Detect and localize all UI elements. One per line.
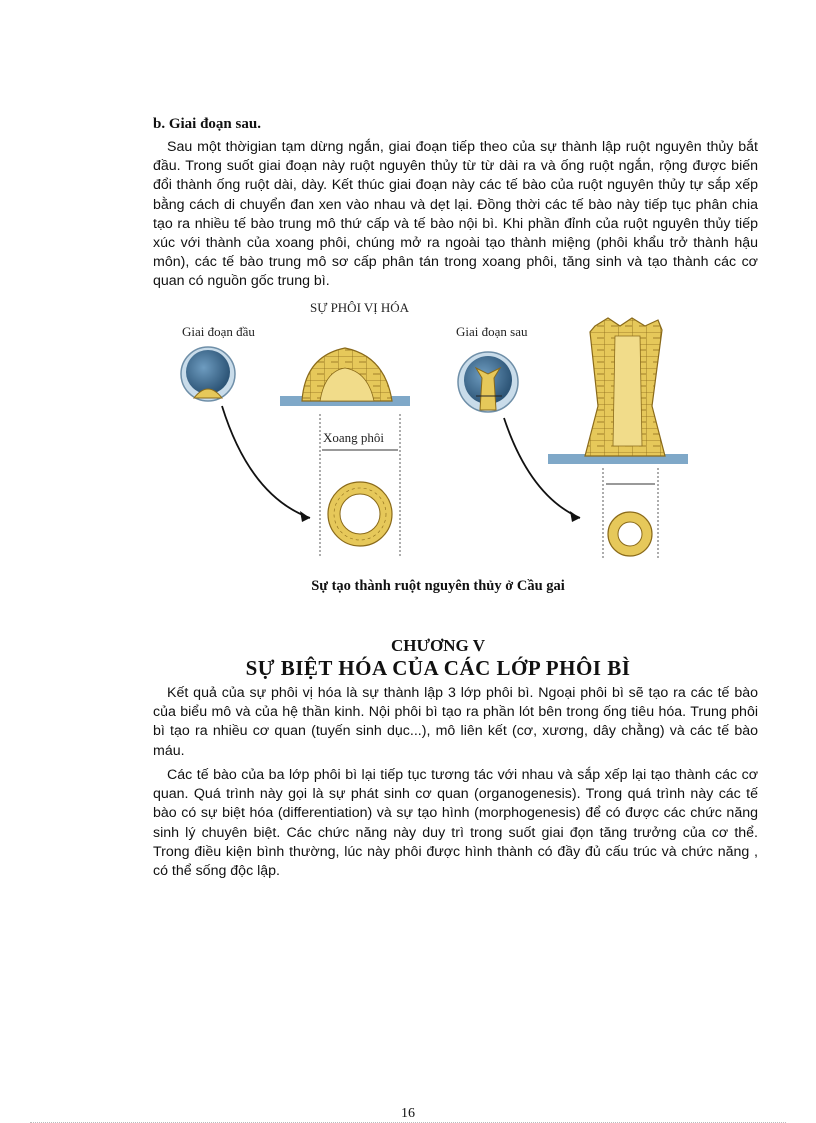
figure-caption: Sự tạo thành ruột nguyên thủy ở Cầu gai <box>311 578 565 594</box>
early-embryo-illustration <box>181 347 235 401</box>
archenteron-illustration <box>548 318 688 464</box>
section-heading: b. Giai đoạn sau. <box>153 116 261 132</box>
small-cell-ring-illustration <box>608 512 652 556</box>
label-cavity: Xoang phôi <box>323 430 385 445</box>
chapter-number: CHƯƠNG V <box>391 636 485 655</box>
label-late-stage: Giai đoạn sau <box>456 324 528 339</box>
arrow-early <box>222 406 310 518</box>
gastrulation-figure <box>170 296 730 574</box>
figure-title: SỰ PHÔI VỊ HÓA <box>310 300 410 315</box>
section-paragraph: Sau một thờigian tạm dừng ngắn, giai đoạn tiếp theo của sự thành lập ruột nguyên thủy bắt đầu. Trong suốt giai đoạn này ruột nguyên thủy từ từ dài ra và ống ruột ngắn, rộng được biến đổi thành ống ruột dài, dày. Kết thúc giai đoạn này các tế bào của ruột nguyên thủy tự sắp xếp bằng cách di chuyển đan xen vào nhau và dẹt lại. Đồng thời các tế bào này tiếp tục phân chia tạo ra nhiều tế bào trung mô thứ cấp và tế bào nội bì. Khi phần đỉnh của ruột nguyên thủy tiếp xúc với thành của xoang phôi, chúng mở ra ngoài tạo thành miệng (phôi khẩu trở thành hậu môn), các tế bào trung mô sơ cấp phân tán trong xoang phôi, tăng sinh và tạo thành các cơ quan có nguồn gốc trung bì. <box>153 139 758 290</box>
chapter-paragraph-1: Kết quả của sự phôi vị hóa là sự thành lập 3 lớp phôi bì. Ngoại phôi bì sẽ tạo ra các tế bào của biểu mô và của hệ thần kinh. Nội phôi bì tạo ra phần lót bên trong ống tiêu hóa. Trung phôi bì tạo ra nhiều cơ quan (tuyến sinh dục...), mô liên kết (cơ, xương, dây chằng) và các tế bào máu. <box>153 685 758 759</box>
late-embryo-illustration <box>458 352 518 412</box>
page-number: 16 <box>401 1106 415 1121</box>
label-early-stage: Giai đoạn đầu <box>182 324 255 339</box>
chapter-title: SỰ BIỆT HÓA CỦA CÁC LỚP PHÔI BÌ <box>245 656 631 680</box>
cell-ring-illustration <box>328 482 392 546</box>
chapter-paragraph-2: Các tế bào của ba lớp phôi bì lại tiếp tục tương tác với nhau và sắp xếp lại tạo thành các cơ quan. Quá trình này gọi là sự phát sinh cơ quan (organogenesis). Trong quá trình này các tế bào có sự biệt hóa (differentiation) và sự tạo hình (morphogenesis) để có được các chức năng sinh lý chuyên biệt. Các chức năng này duy trì trong suốt giai đọn tăng trưởng của cơ thể. Trong điều kiện bình thường, lúc này phôi được hình thành có đầy đủ cấu trúc và chức năng , có thể sống độc lập. <box>153 767 758 880</box>
arrow-late <box>504 418 580 518</box>
cell-dome-illustration <box>280 348 410 406</box>
